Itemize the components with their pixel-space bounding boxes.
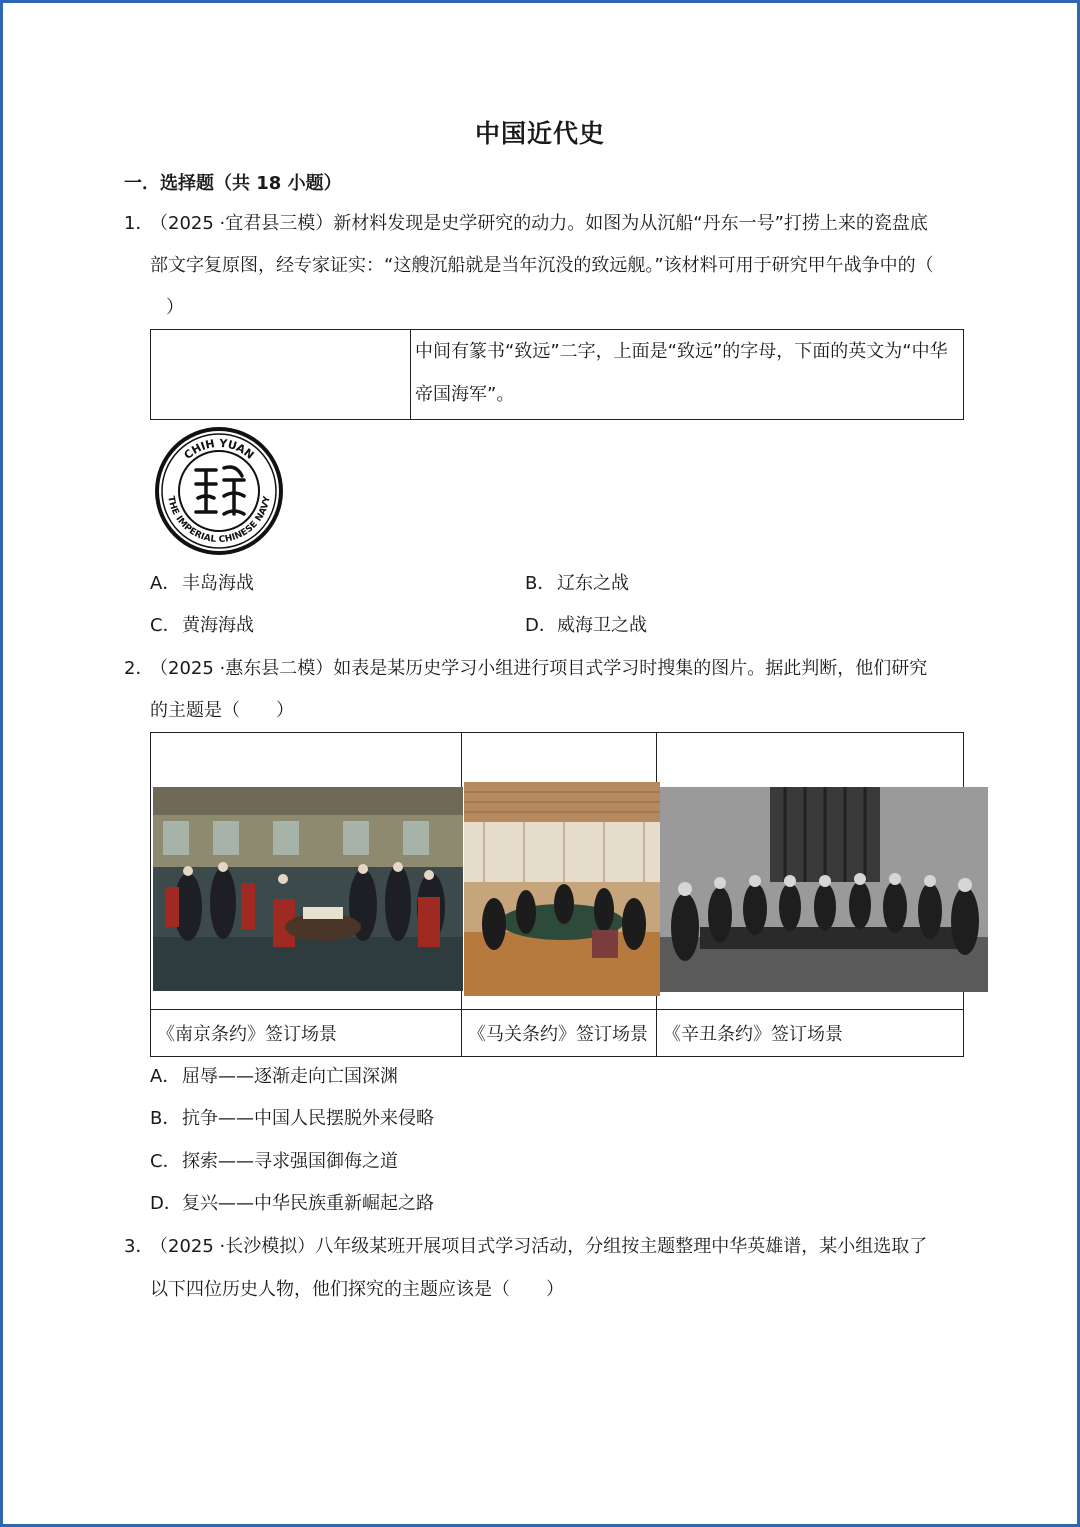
q2-line1 bbox=[124, 657, 927, 681]
q2-stem-part2: 的主题是（ ） bbox=[150, 700, 294, 721]
q2-option-a[interactable]: A．屈辱——逐渐走向亡国深渊 bbox=[150, 1066, 398, 1087]
q1-option-a[interactable]: A．丰岛海战 bbox=[150, 573, 254, 594]
q1-material-table bbox=[150, 329, 964, 420]
q1-stem-part3: ） bbox=[166, 297, 184, 318]
q3-stem-part2: 以下四位历史人物，他们探究的主题应该是（ ） bbox=[150, 1279, 564, 1300]
q2-option-c[interactable]: C．探索——寻求强国御侮之道 bbox=[150, 1151, 398, 1172]
q1-material-text-line1: 中间有篆书“致远”二字，上面是“致远”的字母，下面的英文为“中华 bbox=[415, 341, 948, 362]
q1-stem-part2: 部文字复原图，经专家证实：“这艘沉船就是当年沉没的致远舰。”该材料可用于研究甲午战争中的（ bbox=[150, 255, 934, 276]
q1-stem-part1: （2025 ·宜君县三模）新材料发现是史学研究的动力。如图为从沉船“丹东一号”打捞上来的瓷盘底 bbox=[150, 213, 928, 234]
q2-caption-nanjing: 《南京条约》签订场景 bbox=[151, 1010, 462, 1057]
treaty-of-nanjing-painting bbox=[153, 787, 463, 991]
section-heading: 一．选择题（共 18 小题） bbox=[124, 173, 342, 194]
page-title: 中国近代史 bbox=[474, 119, 605, 148]
q2-caption-maguan: 《马关条约》签订场景 bbox=[462, 1010, 657, 1057]
q3-number: 3． bbox=[124, 1236, 154, 1257]
q1-option-c[interactable]: C．黄海海战 bbox=[150, 615, 254, 636]
chih-yuan-seal-image bbox=[150, 424, 288, 558]
q2-caption-xinchou: 《辛丑条约》签订场景 bbox=[657, 1010, 964, 1057]
treaty-of-shimonoseki-painting bbox=[464, 782, 660, 996]
q1-number: 1． bbox=[124, 213, 154, 234]
q1-material-image-cell bbox=[151, 330, 411, 420]
q1-material-text-line2: 帝国海军”。 bbox=[415, 384, 515, 405]
q1-material-text-cell bbox=[411, 330, 964, 420]
boxer-protocol-photo bbox=[660, 787, 988, 992]
seal-bottom-text: THE IMPERIAL CHINESE NAVY bbox=[165, 495, 273, 546]
q2-number: 2． bbox=[124, 658, 154, 679]
q1-option-b[interactable]: B．辽东之战 bbox=[525, 573, 629, 594]
q3-line1 bbox=[124, 1235, 927, 1259]
q1-line1 bbox=[124, 212, 928, 236]
q2-option-b[interactable]: B．抗争——中国人民摆脱外来侵略 bbox=[150, 1108, 434, 1129]
seal-top-text: CHIH YUAN bbox=[181, 436, 257, 462]
q2-option-d[interactable]: D．复兴——中华民族重新崛起之路 bbox=[150, 1193, 434, 1214]
q1-option-d[interactable]: D．威海卫之战 bbox=[525, 615, 647, 636]
q3-stem-part1: （2025 ·长沙模拟）八年级某班开展项目式学习活动，分组按主题整理中华英雄谱，某小组选取了 bbox=[150, 1236, 928, 1257]
q2-stem-part1: （2025 ·惠东县二模）如表是某历史学习小组进行项目式学习时搜集的图片。据此判断，他们研究 bbox=[150, 658, 928, 679]
